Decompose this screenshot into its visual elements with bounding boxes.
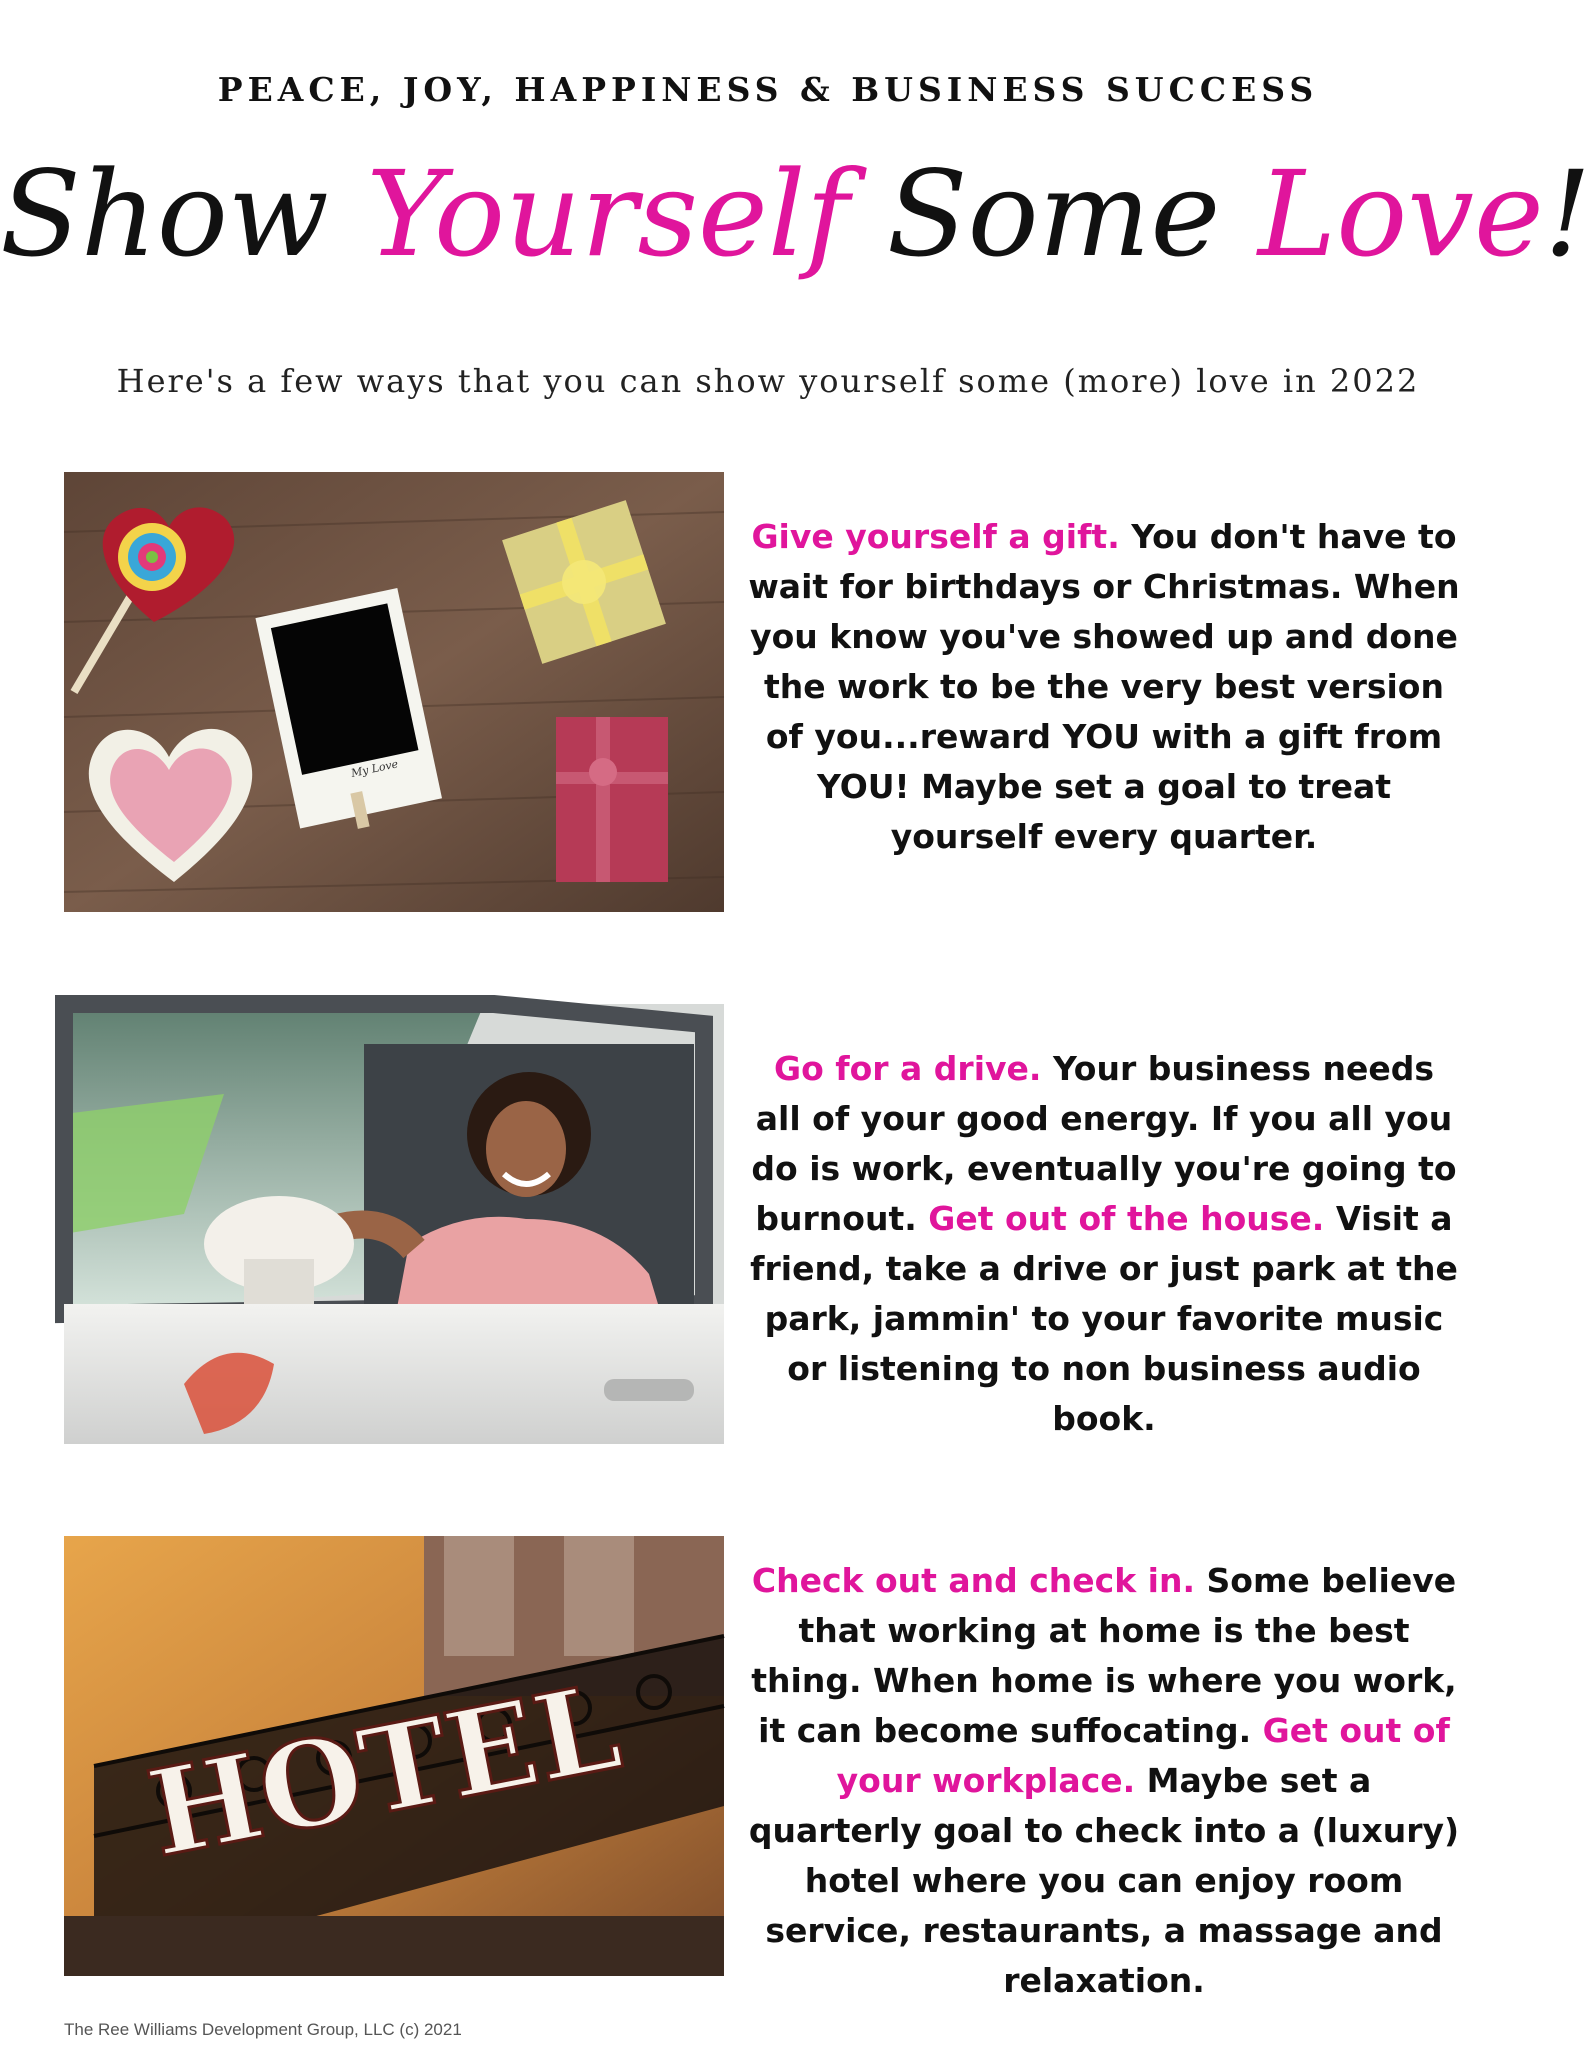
drive-paragraph [748, 1044, 1460, 1444]
title-part-exclaim: ! [1543, 145, 1591, 283]
my-love-label: My Love [349, 757, 400, 780]
drive-highlight: Go for a drive. [774, 1049, 1042, 1088]
hotel-photo [64, 1536, 724, 1976]
gift-paragraph [748, 512, 1460, 862]
title-part-some: Some [849, 145, 1258, 283]
title-part-love: Love [1257, 145, 1544, 283]
pretitle: PEACE, JOY, HAPPINESS & BUSINESS SUCCESS [217, 70, 1319, 109]
gifts-photo [64, 472, 724, 912]
subtitle: Here's a few ways that you can show yourself some (more) love in 2022 [116, 362, 1420, 400]
drive-highlight-2: Get out of the house. [928, 1199, 1325, 1238]
hotel-paragraph [748, 1556, 1460, 2006]
footer-copyright: The Ree Williams Development Group, LLC (c) 2021 [64, 2020, 462, 2039]
drive-text-1: Your business needs all of your good energy. If you all you do is work, eventually you're going to burnout. [751, 1049, 1457, 1238]
hotel-highlight: Check out and check in. [751, 1561, 1196, 1600]
title-part-yourself: Yourself [366, 145, 850, 283]
hotel-sign: HOTEL [137, 1656, 631, 1884]
title-part-show: Show [0, 145, 367, 283]
hotel-text-1: Some believe that working at home is the best thing. When home is where you work, it can become suffocating. [751, 1561, 1457, 1750]
driving-photo [64, 1004, 724, 1444]
drive-text-2: Visit a friend, take a drive or just park at the park, jammin' to your favorite music or listening to non business audio book. [750, 1199, 1458, 1438]
gift-text: You don't have to wait for birthdays or Christmas. When you know you've showed up and done the work to be the very best version of you...reward YOU with a gift from YOU! Maybe set a goal to treat yourself every quarter. [748, 517, 1460, 856]
hotel-text-2: Maybe set a quarterly goal to check into a (luxury) hotel where you can enjoy room service, restaurants, a massage and relaxation. [748, 1761, 1460, 2000]
hotel-highlight-2: Get out of your workplace. [836, 1711, 1450, 1800]
gift-highlight: Give yourself a gift. [751, 517, 1120, 556]
page-title [0, 145, 1591, 283]
